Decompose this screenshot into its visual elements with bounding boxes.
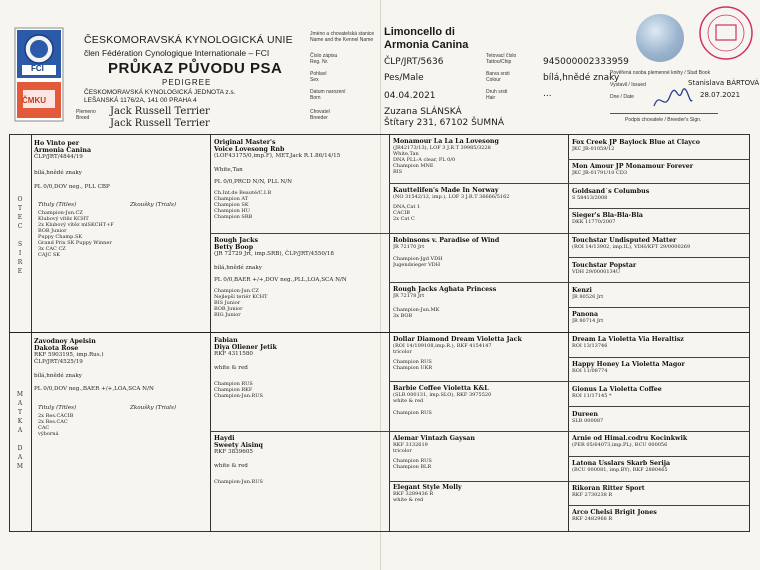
sex-value: Pes/Male	[384, 73, 424, 83]
ggp-titles: Champion RUS Champion BLR	[393, 458, 432, 471]
ggg-reg: JR 80526 Jrt	[572, 294, 604, 301]
grandparent-cell	[214, 237, 386, 329]
grid-line	[568, 307, 749, 308]
grandparent-titles: Champion-Jun.CZ Nejlepší teriér KCHT BIS Junior BOB Junior BIG Junior	[214, 288, 268, 319]
ggp-reg: (ROI 14/109108,imp.R.), RKF 4154147	[393, 343, 492, 350]
ggg-reg: JKC JR-01059/12	[572, 146, 615, 153]
great-grandparent-cell	[393, 484, 565, 528]
fci-cmku-logo	[14, 27, 64, 122]
color-value: bílá,hnědé znaky	[543, 73, 620, 83]
ggg-reg: ROI 13/13746	[572, 343, 608, 350]
breeder-label: Chovatel Breeder	[310, 109, 330, 121]
ggg-name: Sieger's Bla-Bla-Bla	[572, 212, 643, 219]
ggp-titles: Champion RUS Champion UKR	[393, 359, 433, 372]
breeder-name: Zuzana SLÁNSKÁ	[384, 107, 462, 117]
ggp-color: white & red	[393, 497, 424, 504]
grandparent-titles: Champion RUS Champion RKF Champion-Jun.RUS	[214, 380, 263, 399]
grid-line	[568, 208, 749, 209]
grandparent-name: Original Master's Voice Lovesong Rnb	[214, 139, 285, 154]
org-membership: člen Fédération Cynologique Internationale – FCI	[84, 48, 270, 58]
ggp-name: Rough Jacks Aghata Princess	[393, 286, 497, 293]
grid-line	[389, 183, 749, 184]
issued-label: Vystavil / Issued	[610, 82, 646, 88]
birth-date: 04.04.2021	[384, 91, 436, 101]
grandparent-cell	[214, 337, 386, 429]
grid-line	[568, 135, 569, 531]
sire-color: bílá,hnědé znaky	[34, 170, 82, 176]
ggg-cell	[572, 188, 746, 208]
grandparent-reg: RKF 4311580	[214, 351, 253, 358]
grid-line	[568, 257, 749, 258]
ggp-titles: Champion RUS	[393, 410, 432, 417]
breeder-sign-label: Podpis chovatele / Breeder's Sign.	[625, 117, 702, 123]
dam-kennel: Dakota Rose	[34, 345, 79, 353]
ggg-reg: ROI 11/08774	[572, 368, 608, 375]
grid-line	[210, 135, 211, 531]
official-stamp	[697, 4, 755, 62]
ggp-titles: DNA,Cat 1 CACIB 2x Cat C	[393, 204, 421, 223]
ggg-name: Latona Usslars Skarb Serija	[572, 460, 671, 467]
ggg-cell	[572, 163, 746, 183]
ggg-name: Rikoran Ritter Sport	[572, 485, 645, 492]
sire-kennel: Armonia Canina	[34, 147, 92, 155]
sire-cell	[34, 140, 206, 330]
great-grandparent-cell	[393, 336, 565, 380]
ggp-color: tricolor	[393, 349, 412, 356]
ggg-name: Dream La Violetta Via Heraltisz	[572, 336, 684, 343]
breed-value-en: Jack Russell Terrier	[110, 118, 210, 129]
ggg-reg: (ROI 14/13902, imp.IL), VDH/KFT 29/0000269	[572, 244, 691, 251]
dog-name-line2: Armonia Canina	[384, 39, 469, 51]
document-subtitle: PEDIGREE	[162, 78, 212, 87]
sex-label: Pohlaví Sex	[310, 71, 327, 83]
ggp-name: Dollar Diamond Dream Violetta Jack	[393, 336, 522, 343]
grandparent-color: bílá,hnědé znaky	[214, 265, 262, 271]
ggg-name: Touchstar Undisputed Matter	[572, 237, 677, 244]
grandparent-titles: Ch.Int.de Beauté/C.I.B Champion AT Champion SK Champion HU Champion SRB	[214, 190, 272, 221]
grid-line	[210, 431, 749, 432]
grandparent-cell	[214, 435, 386, 527]
grandparent-reg: (JR 72729 Jrt, imp.SRB), ČLP/JRT/4550/18	[214, 251, 334, 258]
ggg-cell	[572, 287, 746, 307]
dam-name: Zavodnoy Apelsin	[34, 338, 96, 345]
issuing-address: LEŠANSKÁ 1176/2A, 141 00 PRAHA 4	[84, 97, 197, 104]
grid-line	[389, 282, 749, 283]
ggg-cell	[572, 485, 746, 505]
date-label: Dne / Date	[610, 94, 634, 100]
ggg-name: Kenzi	[572, 287, 592, 294]
ggg-cell	[572, 262, 746, 282]
ggp-titles: Champion-Jun.MK 3x BOB	[393, 307, 440, 320]
ggg-reg: JR 80714 Jrt	[572, 318, 604, 325]
ggg-reg: RKF 2730238 R	[572, 492, 613, 499]
great-grandparent-cell	[393, 138, 565, 182]
grandparent-cell	[214, 139, 386, 231]
dam-titles: 2x Res.CACIB 2x Res.CAC CAC výborná	[38, 412, 74, 437]
grandparent-name: Haydi Sweety Aisinq	[214, 435, 263, 450]
ggp-name: Elegant Style Molly	[393, 484, 462, 491]
ggg-name: Happy Honey La Violetta Magor	[572, 361, 685, 368]
ggg-reg: DKK 11770/2007	[572, 219, 616, 226]
dam-titles-label: Tituly (Titles)	[38, 404, 77, 411]
ggg-reg: (PER 05/64073,imp.PL), BCU 000056	[572, 442, 668, 449]
ggp-reg: RKF 3132619	[393, 442, 428, 449]
dam-cell	[34, 338, 206, 528]
grid-line	[568, 456, 749, 457]
breeder-address: Štítary 231, 67102 ŠUMNÁ	[384, 118, 505, 128]
great-grandparent-cell	[393, 435, 565, 479]
ggp-name: Kauttelifen's Made In Norway	[393, 187, 499, 194]
grid-line	[568, 406, 749, 407]
document-title: PRŮKAZ PŮVODU PSA	[108, 60, 283, 77]
ggg-reg: VDH 29/0000134U	[572, 269, 621, 276]
breed-value-cz: Jack Russell Terrier	[110, 106, 210, 117]
sire-side-label: O T E C S I R E	[17, 196, 23, 275]
ggg-name: Arco Chelsi Brigit Jones	[572, 509, 657, 516]
ggg-cell	[572, 311, 746, 331]
ggg-name: Fox Creek JP Baylock Blue at Clayco	[572, 139, 700, 146]
grandparent-name: Fabian Diya Oliener Jetik	[214, 337, 277, 352]
sire-reg: ČLP/JRT/4844/19	[34, 154, 83, 161]
color-label: Barva srsti Colour	[486, 71, 510, 83]
grandparent-name: Rough Jacks Betty Boop	[214, 237, 258, 252]
signature-line	[610, 113, 718, 114]
ggp-name: Alemar Vintazh Gaysan	[393, 435, 475, 442]
sire-titles: Champion-Jun.CZ Klubový vítěz KCHT 2x Klubový vítěz mlSKCHT+F BOB Junior Puppy Champ.SK Grand Prix SK Puppy Winner 3x CAC CZ CAJC SK	[38, 210, 114, 259]
hair-value: ...	[543, 89, 552, 99]
ggg-cell	[572, 139, 746, 159]
breed-label: Plemeno Breed	[76, 109, 96, 121]
ggg-cell	[572, 509, 746, 529]
hologram-seal	[636, 14, 684, 62]
org-name: ČESKOMORAVSKÁ KYNOLOGICKÁ UNIE	[84, 34, 293, 46]
grid-line	[10, 332, 749, 333]
grandparent-health: PL 0/0,BAER +/+,DOV neg.,PLL,LOA,SCA N/N	[214, 276, 347, 283]
grid-line	[389, 481, 749, 482]
ggp-reg: (JR42173/13), LOF 3 J.R.T 39985/3228	[393, 145, 491, 152]
grandparent-reg: RKF 3839605	[214, 449, 253, 456]
ggg-name: Panona	[572, 311, 599, 318]
grandparent-color: white & red	[214, 365, 248, 371]
fci-logo-text: FCI	[31, 64, 44, 73]
signature-mark	[650, 84, 695, 114]
ggg-cell	[572, 237, 746, 257]
name-label: Jméno a chovatelská stanice Name and the Kennel Name	[310, 31, 375, 43]
reg-label: Číslo zápisu Reg. Nr.	[310, 53, 338, 65]
grandparent-color: White,Tan	[214, 167, 243, 173]
birth-label: Datum narození Born	[310, 89, 346, 101]
ggg-name: Gionus La Violetta Coffee	[572, 386, 662, 393]
ggg-cell	[572, 336, 746, 356]
grid-line	[568, 159, 749, 160]
sire-trials-label: Zkoušky (Trials)	[130, 202, 176, 209]
ggp-reg: (NO 31542/12, imp.), LOF 3 J.R.T 36666/5162	[393, 194, 510, 201]
great-grandparent-cell	[393, 286, 565, 330]
hair-label: Druh srsti Hair	[486, 89, 508, 101]
dam-reg: RKF 5903195, imp.Rus.) ČLP/JRT/4525/19	[34, 352, 104, 365]
cmku-logo-text: ČMKU	[22, 96, 46, 105]
ggg-reg: (BCU 000081, imp.BY), RKF 2880465	[572, 467, 668, 474]
chip-value: 945000002333959	[543, 57, 629, 67]
sire-name: Ho Vinto per	[34, 140, 80, 147]
ggg-reg: S 58413/2008	[572, 195, 608, 202]
grid-line	[568, 505, 749, 506]
grid-line	[210, 233, 749, 234]
ggp-name: Barbie Coffee Violetta K&L	[393, 385, 489, 392]
ggg-cell	[572, 435, 746, 455]
ggp-color: tricolor	[393, 448, 412, 455]
dam-side-label: M A T K A D A M	[16, 391, 24, 470]
grandparent-titles: Champion-Jun.RUS	[214, 478, 263, 485]
chip-label: Tetovací číslo Tattoo/Chip	[486, 53, 517, 65]
ggp-reg: (SLR 000131, imp.SLO), RKF 3975520	[393, 392, 492, 399]
ggg-reg: SLR 000087	[572, 418, 604, 425]
dog-name-line1: Limoncello di	[384, 26, 455, 38]
sire-titles-label: Tituly (Titles)	[38, 202, 77, 209]
sire-health: PL 0/0,DOV neg., PLL CBP	[34, 183, 110, 190]
ggg-name: Arnie od Himal.codru Kocinkwik	[572, 435, 688, 442]
pedigree-grid	[9, 134, 750, 532]
ggp-color: White,Tan	[393, 151, 419, 158]
dam-color: bílá,hnědé znaky	[34, 372, 82, 379]
ggp-name: Monamour La La La Lovesong	[393, 138, 499, 145]
grid-line	[389, 135, 390, 531]
issued-by: Stanislava BÁRTOVÁ	[688, 79, 760, 87]
grandparent-health: PL 0/0,PRCD N/N, PLL N/N	[214, 178, 293, 185]
ggp-titles: Champion-Jgd VDH Jugendsieger VDH	[393, 256, 443, 269]
ggg-cell	[572, 386, 746, 406]
grid-line	[31, 135, 32, 531]
great-grandparent-cell	[393, 187, 565, 231]
ggg-reg: JKC JR-01791/10 CD3	[572, 170, 628, 177]
reg-number: ČLP/JRT/5636	[384, 57, 444, 67]
dam-trials-label: Zkoušky (Trials)	[130, 404, 176, 411]
ggg-name: Mon Amour JP Monamour Forever	[572, 163, 694, 170]
studbook-label: Pověřená osoba plemenné knihy / Stud Book	[610, 70, 711, 76]
dam-health: PL 0/0,DOV neg.,BAER +/+,LOA,SCA N/N	[34, 386, 154, 393]
grid-line	[568, 357, 749, 358]
great-grandparent-cell	[393, 385, 565, 429]
ggp-titles: DNA PLL-A clear, PL 0/0 Champion MNE BIS	[393, 157, 456, 176]
ggg-name: Touchstar Popstar	[572, 262, 637, 269]
ggp-name: Robinsons v. Paradise of Wind	[393, 237, 500, 244]
ggg-cell	[572, 460, 746, 480]
ggg-name: Dureen	[572, 411, 598, 418]
grandparent-color: white & red	[214, 463, 248, 469]
ggg-reg: ROI 11/17145 *	[572, 393, 612, 400]
ggp-color: white & red	[393, 398, 424, 405]
ggp-reg: JR 72178 Jrt	[393, 293, 425, 300]
issuing-body: ČESKOMORAVSKÁ KYNOLOGICKÁ JEDNOTA z.s.	[84, 89, 236, 96]
grandparent-reg: (LOF43175/0,imp.F), MET.Jack R.1.86/14/15	[214, 153, 341, 160]
ggg-reg: RKF 2482968 R	[572, 516, 613, 523]
ggg-cell	[572, 212, 746, 232]
grid-line	[389, 381, 749, 382]
ggg-name: Goldsand´s Columbus	[572, 188, 650, 195]
ggg-cell	[572, 361, 746, 381]
ggp-reg: JR 72170 Jrt	[393, 244, 425, 251]
great-grandparent-cell	[393, 237, 565, 281]
issue-date: 28.07.2021	[700, 91, 741, 99]
ggp-reg: RKF 3289436 R	[393, 491, 434, 498]
ggg-cell	[572, 411, 746, 431]
